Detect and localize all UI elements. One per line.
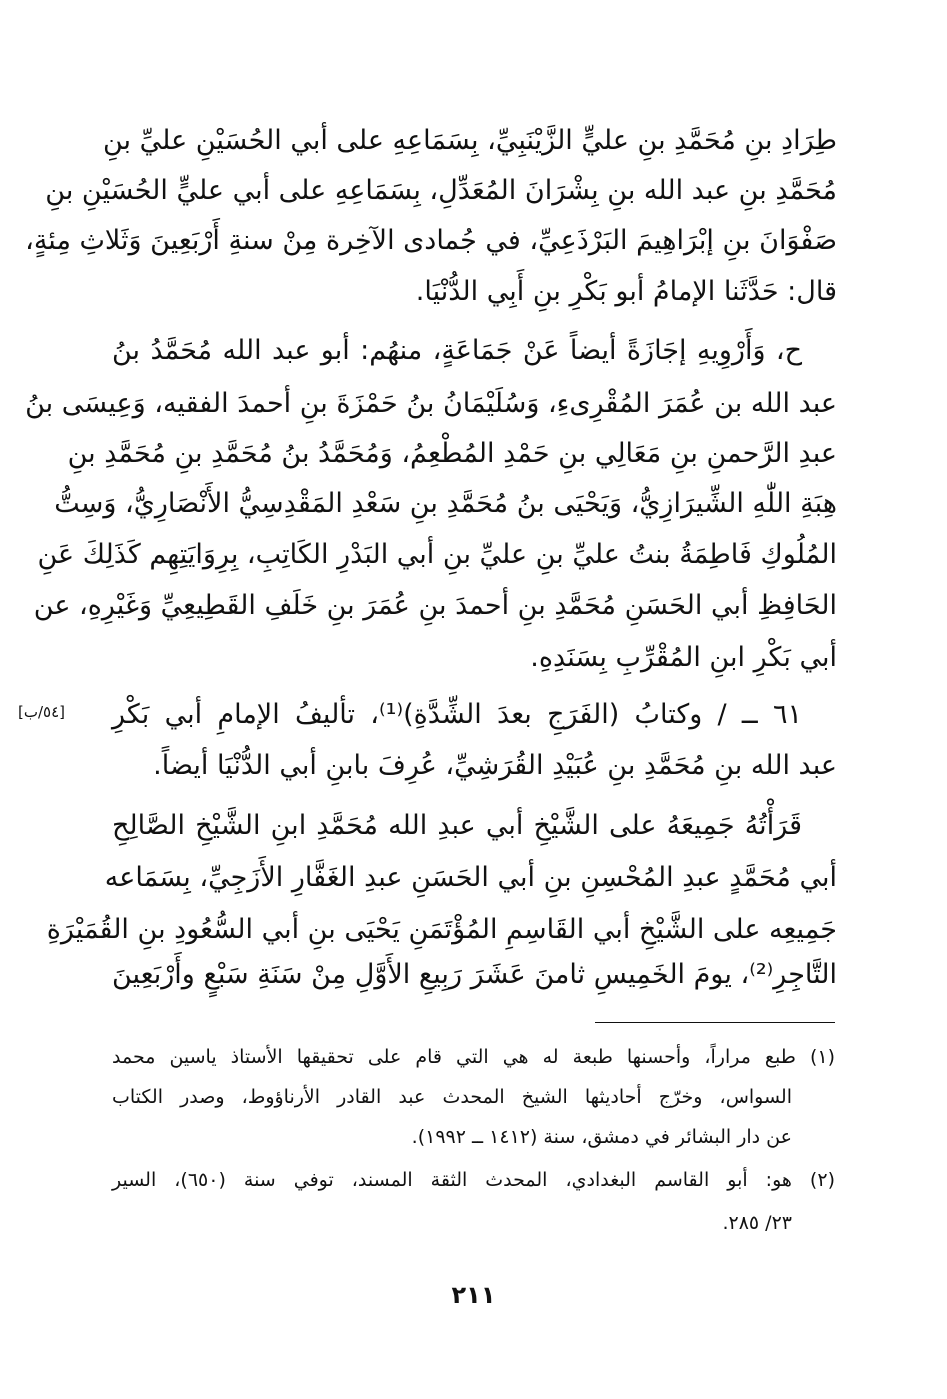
footnote-line: (١) طبع مراراً، وأحسنها طبعة له هي التي قام على تحقيقها الأستاذ ياسين محمد — [112, 1046, 835, 1068]
text-line: جَمِيعِه على الشَّيْخِ أبي القَاسِمِ المُؤْتَمَنِ يَحْيَى بنِ أبي السُّعُودِ بنِ القُمَيْرَةِ — [46, 914, 837, 945]
footnote-line: ٢٣/ ٢٨٥. — [722, 1212, 792, 1234]
text-line: التَّاجِرِ⁽²⁾، يومَ الخَمِيسِ ثامنَ عَشَرَ رَبِيعِ الأَوَّلِ مِنْ سَنَةِ سَبْعٍ وأَرْبَعِينَ — [112, 959, 837, 990]
text-line: قَرَأْتُهُ جَمِيعَهُ على الشَّيْخِ أبي عبدِ الله مُحَمَّدِ ابنِ الشَّيْخِ الصَّالِحِ — [112, 810, 802, 841]
text-line: عبدِ الرَّحمنِ بنِ مَعَالِي بنِ حَمْدِ المُطْعِمُ، وَمُحَمَّدُ بنُ مُحَمَّدِ بنِ مُحَمَّدِ بنِ — [67, 438, 837, 469]
footnote-line: عن دار البشائر في دمشق، سنة (١٤١٢ ــ ١٩٩٢). — [411, 1126, 792, 1148]
manuscript-folio-marker: [٥٤/ب] — [18, 703, 66, 721]
text-line: المُلُوكِ فَاطِمَةُ بنتُ عليِّ بنِ عليِّ بنِ أبي البَدْرِ الكَاتِبِ، بِرِوَايَتِهِم كَذَلِكَ عَنِ — [37, 539, 837, 570]
text-line: مُحَمَّدِ بنِ عبد الله بنِ بِشْرَانَ المُعَدِّلِ، بِسَمَاعِهِ على أبي عليٍّ الحُسَيْنِ بنِ — [45, 175, 837, 206]
text-line: عبد الله بن عُمَرَ المُقْرِىءِ، وَسُلَيْمَانُ بنُ حَمْزَةَ بنِ أحمدَ الفقيه، وَعِيسَى بنُ — [25, 388, 837, 419]
footnote-line: السواس، وخرّج أحاديثها الشيخ المحدث عبد القادر الأرناؤوط، وصدر الكتاب — [112, 1086, 792, 1108]
text-line: ح، وَأَرْوِيهِ إجَازَةً أيضاً عَنْ جَمَاعَةٍ، منهُم: أبو عبد الله مُحَمَّدُ بنُ — [112, 335, 802, 366]
text-line: الحَافِظِ أبي الحَسَنِ مُحَمَّدِ بنِ أحمدَ بنِ عُمَرَ بنِ خَلَفِ القَطِيعِيِّ وَغَيْرِهِ، عن — [33, 590, 837, 621]
text-line: أبي بَكْرِ ابنِ المُقْرِّبِ بِسَنَدِهِ. — [530, 642, 837, 673]
text-line: هِبَةِ اللّٰهِ الشِّيرَازِيُّ، وَيَحْيَى بنُ مُحَمَّدِ بنِ سَعْدِ المَقْدِسِيُّ الأَنْصَارِيُّ، وَسِتُّ — [54, 488, 837, 519]
text-line: قال: حَدَّثَنا الإمامُ أبو بَكْرِ بنِ أَبِي الدُّنْيَا. — [415, 276, 837, 307]
text-line: صَفْوَانَ بنِ إبْرَاهِيمَ البَرْذَعِيِّ، في جُمادى الآخِرة مِنْ سنةِ أَرْبَعِينَ وَثَلاثِ مِئةٍ، — [25, 225, 837, 256]
text-line: أبي مُحَمَّدٍ عبدِ المُحْسِنِ بنِ أبي الحَسَنِ عبدِ الغَفَّارِ الأَزَجِيِّ، بِسَمَاعه — [104, 862, 837, 893]
footnote-separator — [595, 1022, 835, 1023]
text-line: ٦١ ــ / وكتابُ (الفَرَجِ بعدَ الشِّدَّةِ)⁽¹⁾، تأليفُ الإمامِ أبي بَكْرِ — [112, 699, 802, 730]
page-number: ٢١١ — [451, 1281, 496, 1309]
text-line: عبد الله بنِ مُحَمَّدِ بنِ عُبَيْدِ القُرَشِيِّ، عُرِفَ بابنِ أبي الدُّنْيَا أيضاً. — [153, 750, 837, 781]
footnote-line: (٢) هو: أبو القاسم البغدادي، المحدث الثقة المسند، توفي سنة (٦٥٠)، السير — [112, 1169, 835, 1191]
text-line: طِرَادِ بنِ مُحَمَّدِ بنِ عليٍّ الزَّيْنَبِيِّ، بِسَمَاعِهِ على أبي الحُسَيْنِ عليِّ بنِ — [103, 125, 837, 156]
